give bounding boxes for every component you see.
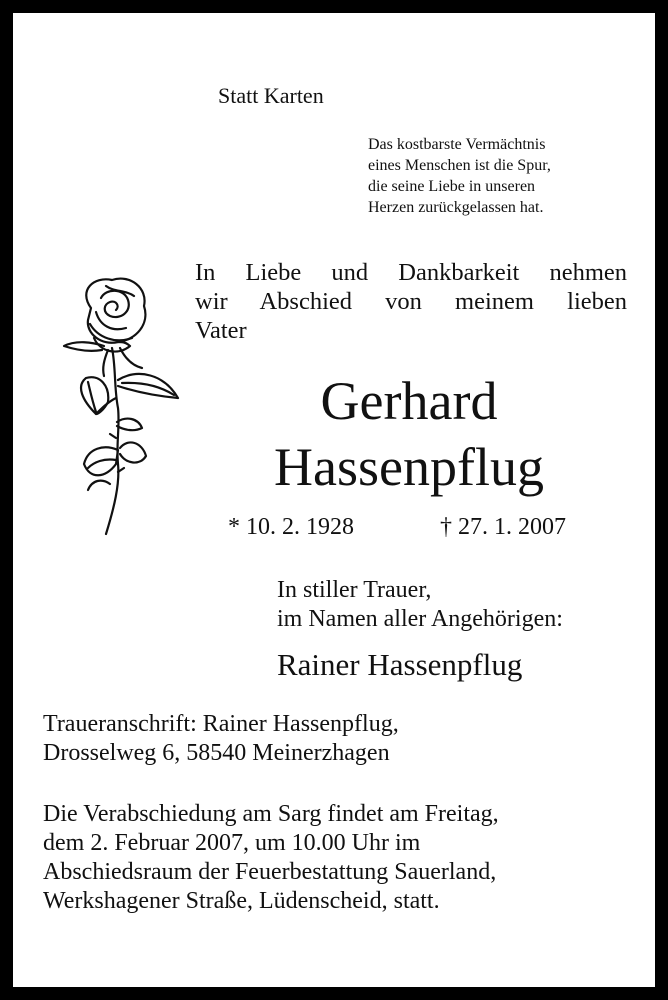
signer-name: Rainer Hassenpflug: [277, 647, 523, 682]
quote-line: Das kostbarste Vermächtnis: [368, 136, 546, 153]
address-line: Traueranschrift: Rainer Hassenpflug,: [43, 711, 399, 737]
farewell-info: [43, 800, 499, 916]
address-line: Drosselweg 6, 58540 Meinerzhagen: [43, 740, 390, 766]
rose-icon: [46, 268, 196, 543]
birth-date: * 10. 2. 1928: [228, 514, 354, 540]
event-line: dem 2. Februar 2007, um 10.00 Uhr im: [43, 830, 421, 856]
intro-line: In Liebe und Dankbarkeit nehmen: [195, 259, 627, 286]
event-line: Werkshagener Straße, Lüdenscheid, statt.: [43, 888, 440, 914]
event-line: Die Verabschiedung am Sarg findet am Freitag,: [43, 801, 499, 827]
death-date: † 27. 1. 2007: [440, 514, 566, 540]
quote-line: Herzen zurückgelassen hat.: [368, 199, 544, 216]
quote: [368, 134, 551, 218]
mourning-address: [43, 710, 399, 768]
obituary-card: [13, 13, 655, 987]
quote-line: die seine Liebe in unseren: [368, 178, 536, 195]
quote-line: eines Menschen ist die Spur,: [368, 157, 551, 174]
header-text: Statt Karten: [218, 83, 324, 108]
intro-line: wir Abschied von meinem lieben: [195, 288, 627, 315]
mourning-text: [277, 576, 563, 634]
intro-text: [195, 258, 627, 345]
deceased-last-name: Hassenpflug: [274, 437, 544, 497]
intro-line: Vater: [195, 317, 247, 344]
mourning-line: In stiller Trauer,: [277, 577, 432, 603]
deceased-first-name: Gerhard: [320, 371, 498, 431]
event-line: Abschiedsraum der Feuerbestattung Sauerland,: [43, 859, 497, 885]
mourning-line: im Namen aller Angehörigen:: [277, 606, 563, 632]
